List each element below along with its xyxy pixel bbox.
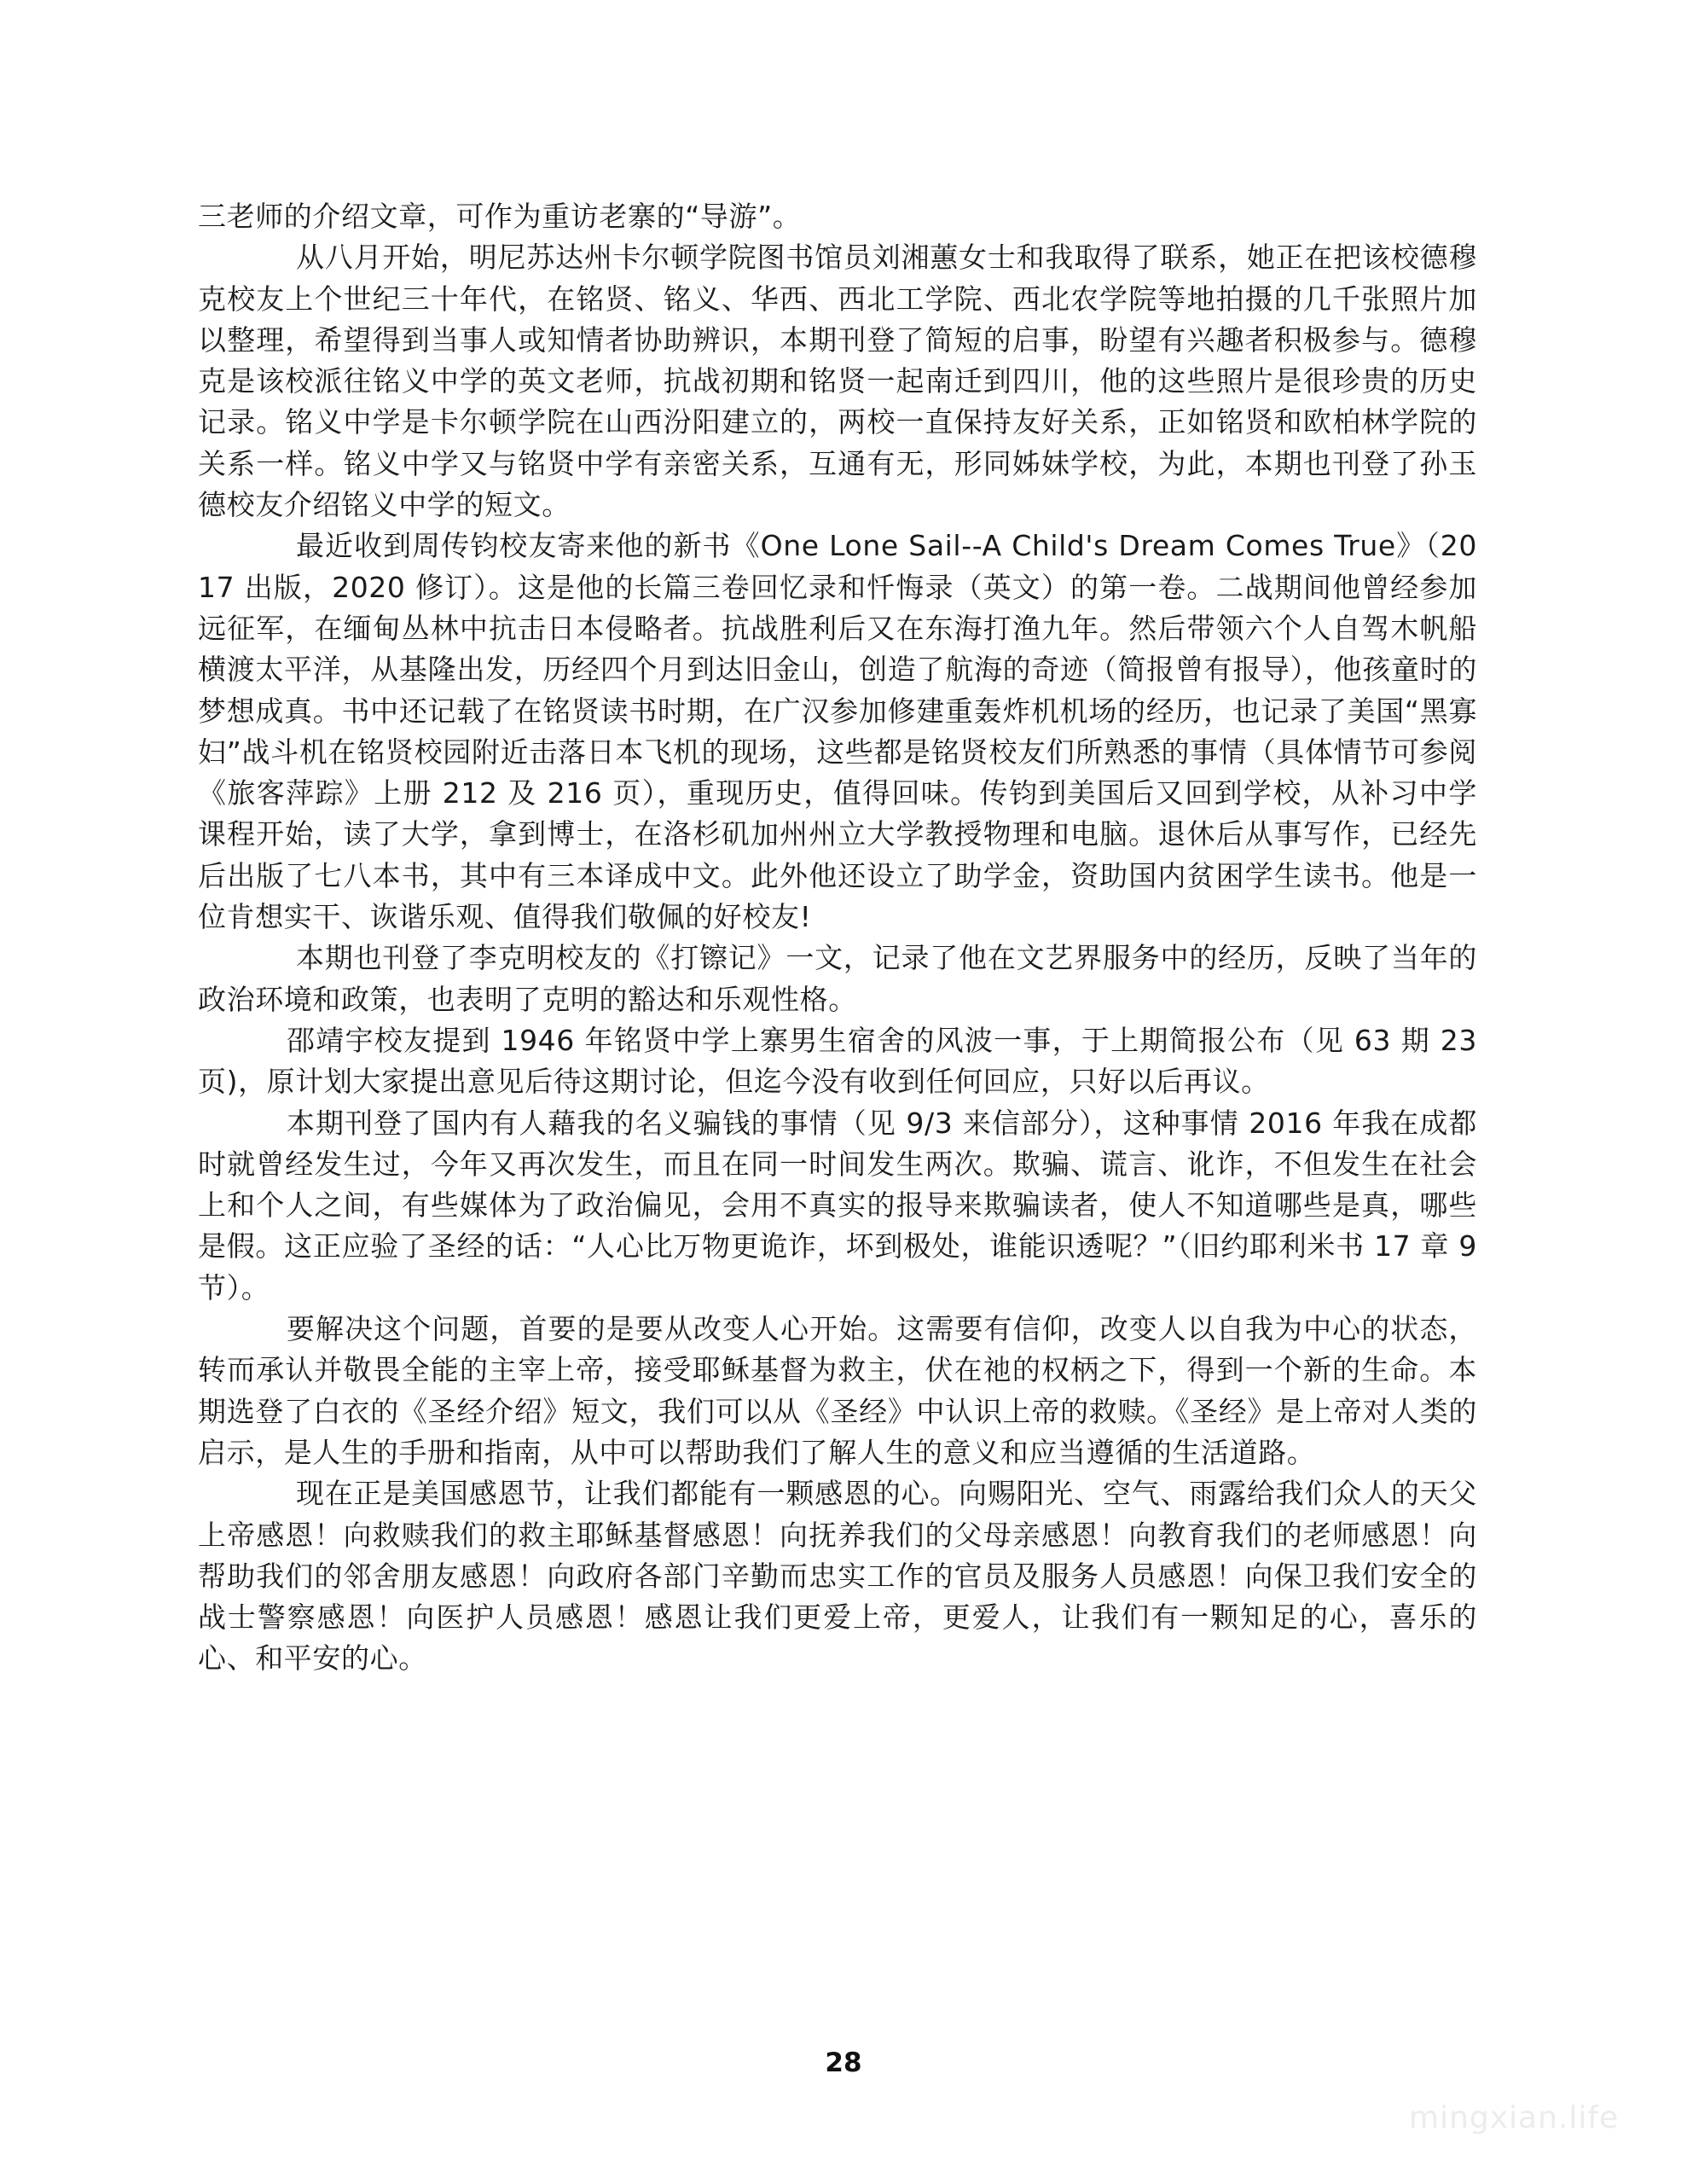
paragraph-7: 要解决这个问题，首要的是要从改变人心开始。这需要有信仰，改变人以自我为中心的状态，转而承认并敬畏全能的主宰上帝，接受耶稣基督为救主，伏在祂的权柄之下，得到一个新的生命。本期选登了白衣的《圣经介绍》短文，我们可以从《圣经》中认识上帝的救赎。《圣经》是上帝对人类的启示，是人生的手册和指南，从中可以帮助我们了解人生的意义和应当遵循的生活道路。: [198, 1312, 1477, 1469]
watermark: mingxian.life: [1409, 2100, 1620, 2135]
paragraph-6: 本期刊登了国内有人藉我的名义骗钱的事情（见 9/3 来信部分），这种事情 2016 年我在成都时就曾经发生过，今年又再次发生，而且在同一时间发生两次。欺骗、谎言、讹诈，不但发生在社会上和个人之间，有些媒体为了政治偏见，会用不真实的报导来欺骗读者，使人不知道哪些是真，哪些是假。这正应验了圣经的话：“人心比万物更诡诈，坏到极处，谁能识透呢？”（旧约耶利米书 17 章 9 节）。: [198, 1106, 1477, 1304]
paragraph-5: 邵靖宇校友提到 1946 年铭贤中学上寨男生宿舍的风波一事，于上期简报公布（见 63 期 23 页)，原计划大家提出意见后待这期讨论，但迄今没有收到任何回应，只好以后再议。: [198, 1023, 1477, 1099]
paragraph-2: 从八月开始，明尼苏达州卡尔顿学院图书馆员刘湘蕙女士和我取得了联系，她正在把该校德穆克校友上个世纪三十年代，在铭贤、铭义、华西、西北工学院、西北农学院等地拍摄的几千张照片加以整理，希望得到当事人或知情者协助辨识，本期刊登了简短的启事，盼望有兴趣者积极参与。德穆克是该校派往铭义中学的英文老师，抗战初期和铭贤一起南迁到四川，他的这些照片是很珍贵的历史记录。铭义中学是卡尔顿学院在山西汾阳建立的，两校一直保持友好关系，正如铭贤和欧柏林学院的关系一样。铭义中学又与铭贤中学有亲密关系，互通有无，形同姊妹学校，为此，本期也刊登了孙玉德校友介绍铭义中学的短文。: [198, 241, 1477, 522]
paragraph-1: 三老师的介绍文章，可作为重访老寨的“导游”。: [198, 200, 802, 233]
page-number: 28: [825, 2048, 862, 2078]
body-text: [198, 196, 1477, 1680]
paragraph-8: 现在正是美国感恩节，让我们都能有一颗感恩的心。向赐阳光、空气、雨露给我们众人的天父上帝感恩！向救赎我们的救主耶稣基督感恩！向抚养我们的父母亲感恩！向教育我们的老师感恩！向帮助我们的邻舍朋友感恩！向政府各部门辛勤而忠实工作的官员及服务人员感恩！向保卫我们安全的战士警察感恩！向医护人员感恩！感恩让我们更爱上帝，更爱人，让我们有一颗知足的心，喜乐的心、和平安的心。: [198, 1477, 1477, 1676]
paragraph-4: 本期也刊登了李克明校友的《打镲记》一文，记录了他在文艺界服务中的经历，反映了当年的政治环境和政策，也表明了克明的豁达和乐观性格。: [198, 941, 1477, 1016]
paragraph-3: 最近收到周传钧校友寄来他的新书《One Lone Sail--A Child's Dream Comes True》（2017 出版，2020 修订）。这是他的长篇三卷回忆录和忏悔录（英文）的第一卷。二战期间他曾经参加远征军，在缅甸丛林中抗击日本侵略者。抗战胜利后又在东海打渔九年。然后带领六个人自驾木帆船横渡太平洋，从基隆出发，历经四个月到达旧金山，创造了航海的奇迹（简报曾有报导），他孩童时的梦想成真。书中还记载了在铭贤读书时期，在广汉参加修建重轰炸机机场的经历，也记录了美国“黑寡妇”战斗机在铭贤校园附近击落日本飞机的现场，这些都是铭贤校友们所熟悉的事情（具体情节可参阅《旅客萍踪》上册 212 及 216 页），重现历史，值得回味。传钧到美国后又回到学校，从补习中学课程开始，读了大学，拿到博士，在洛杉矶加州州立大学教授物理和电脑。退休后从事写作，已经先后出版了七八本书，其中有三本译成中文。此外他还设立了助学金，资助国内贫困学生读书。他是一位肯想实干、诙谐乐观、值得我们敬佩的好校友!: [198, 529, 1477, 934]
